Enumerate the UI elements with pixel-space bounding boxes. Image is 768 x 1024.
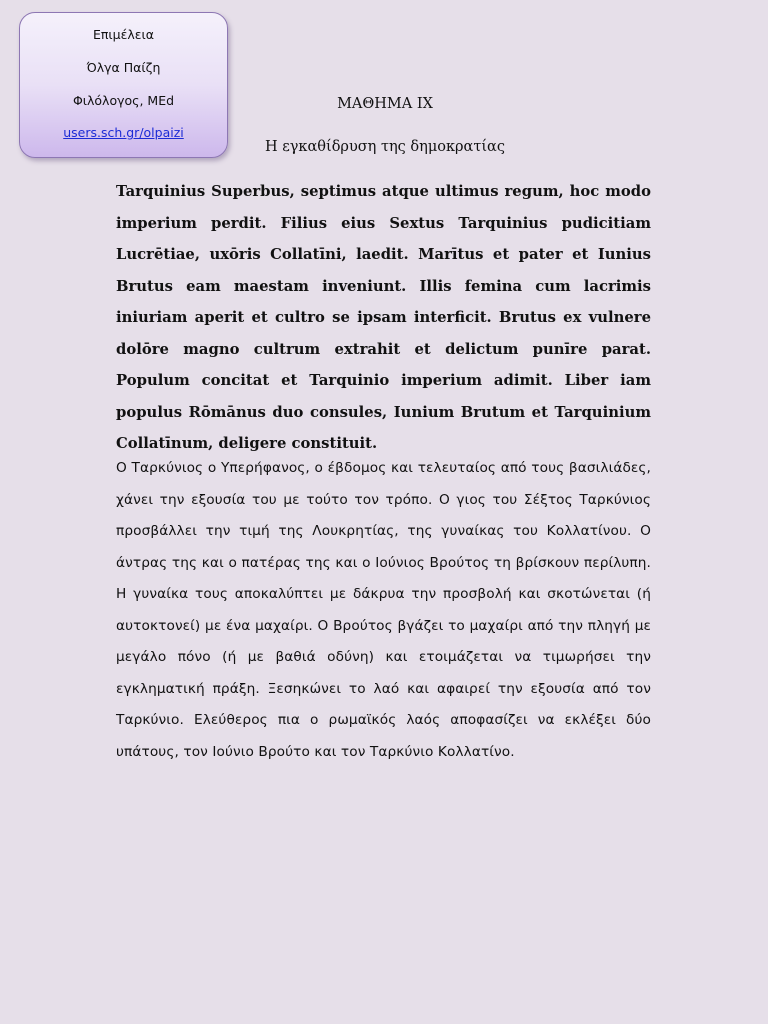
- author-credit-label: Επιμέλεια: [93, 27, 154, 42]
- author-info-box: [19, 12, 228, 158]
- latin-passage: Tarquinius Superbus, septimus atque ultimus regum, hoc modo imperium perdit. Filius eius Sextus Tarquinius pudicitiam Lucrētiae, uxōris Collatīni, laedit. Marītus et pater et Iunius Brutus eam maestam inveniunt. Illis femina cum lacrimis iniuriam aperit et cultro se ipsam interficit. Brutus ex vulnere dolōre magno cultrum extrahit et delictum punīre parat. Populum concitat et Tarquinio imperium adimit. Liber iam populus Rōmānus duo consules, Iunium Brutum et Tarquinium Collatīnum, deligere constituit.: [116, 183, 651, 452]
- lesson-title: ΜΑΘΗΜΑ IX: [337, 96, 433, 112]
- author-name: Όλγα Παίζη: [86, 60, 161, 75]
- author-website-link[interactable]: users.sch.gr/olpaizi: [63, 125, 184, 140]
- author-link-line: [20, 125, 227, 140]
- author-role: Φιλόλογος, MEd: [72, 93, 175, 108]
- greek-translation: Ο Ταρκύνιος ο Υπερήφανος, ο έβδομος και τελευταίος από τους βασιλιάδες, χάνει την εξουσία του με τούτο τον τρόπο. Ο γιος του Σέξτος Ταρκύνιος προσβάλλει την τιμή της Λουκρητίας, της γυναίκας του Κολλατίνου. Ο άντρας της και ο πατέρας της και ο Ιούνιος Βρούτος τη βρίσκουν περίλυπη. Η γυναίκα τους αποκαλύπτει με δάκρυα την προσβολή και σκοτώνεται (ή αυτοκτονεί) με ένα μαχαίρι. Ο Βρούτος βγάζει το μαχαίρι από την πληγή με μεγάλο πόνο (ή με βαθιά οδύνη) και ετοιμάζεται να τιμωρήσει την εγκληματική πράξη. Ξεσηκώνει το λαό και αφαιρεί την εξουσία από τον Ταρκύνιο. Ελεύθερος πια ο ρωμαϊκός λαός αποφασίζει να εκλέξει δύο υπάτους, τον Ιούνιο Βρούτο και τον Ταρκύνιο Κολλατίνο.: [116, 460, 651, 760]
- lesson-subtitle: Η εγκαθίδρυση της δημοκρατίας: [265, 139, 505, 155]
